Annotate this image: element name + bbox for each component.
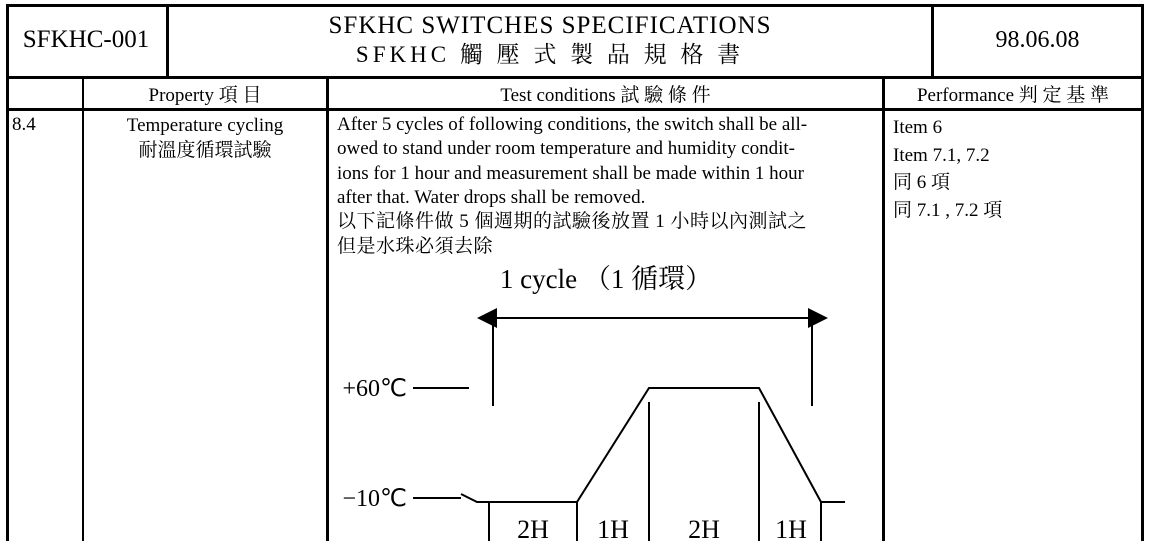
- temperature-cycle-diagram: [329, 250, 885, 541]
- condition-line-2: owed to stand under room temperature and humidity condit-: [337, 138, 795, 160]
- document-date: 98.06.08: [995, 26, 1080, 53]
- document-title-english: SFKHC SWITCHES SPECIFICATIONS: [328, 11, 772, 39]
- row-number: 8.4: [12, 114, 36, 135]
- performance-line-1: Item 6: [893, 117, 943, 138]
- cell-test-conditions: [329, 110, 885, 541]
- document-header: [6, 4, 1144, 76]
- column-header-property: Property 項 目: [84, 79, 329, 108]
- document-title: [169, 4, 934, 76]
- table-row: [6, 110, 1144, 541]
- column-header-test-conditions: Test conditions 試 驗 條 件: [329, 79, 885, 108]
- diagram-segment-2: 1H: [597, 515, 629, 541]
- column-header-number: [6, 79, 84, 108]
- condition-line-1: After 5 cycles of following conditions, the switch shall be all-: [337, 114, 808, 135]
- column-header-performance: Performance 判 定 基 準: [916, 85, 1110, 106]
- condition-cjk-line-2: 但是水珠必須去除: [337, 235, 494, 257]
- diagram-label-high: +60℃: [342, 376, 407, 402]
- performance-line-4: 同 7.1 , 7.2 項: [893, 199, 1003, 221]
- cell-number: [6, 110, 84, 541]
- document-title-chinese: SFKHC 觸 壓 式 製 品 規 格 書: [355, 41, 745, 67]
- diagram-label-low: −10℃: [342, 486, 407, 512]
- diagram-cycle-label: 1 cycle （1 循環）: [499, 264, 713, 294]
- diagram-temperature-curve: [461, 388, 845, 502]
- diagram-segment-4: 1H: [775, 515, 807, 541]
- condition-cjk-line-1: 以下記條件做 5 個週期的試驗後放置 1 小時以內測試之: [337, 211, 808, 233]
- document-number: SFKHC-001: [6, 4, 169, 76]
- condition-line-4: after that. Water drops shall be removed.: [337, 186, 646, 208]
- property-name-chinese: 耐溫度循環試驗: [138, 139, 272, 161]
- table-column-headers: [6, 79, 1144, 108]
- performance-criteria: [885, 110, 1141, 224]
- property-name-english: Temperature cycling: [126, 115, 284, 136]
- cell-performance: [885, 110, 1141, 541]
- test-condition-text: [329, 110, 882, 259]
- cell-property: [84, 110, 329, 541]
- performance-line-3: 同 6 項: [893, 172, 951, 194]
- diagram-segment-3: 2H: [688, 515, 720, 541]
- diagram-segment-1: 2H: [517, 515, 549, 541]
- performance-line-2: Item 7.1, 7.2: [893, 144, 990, 166]
- condition-line-3: ions for 1 hour and measurement shall be made within 1 hour: [337, 162, 804, 184]
